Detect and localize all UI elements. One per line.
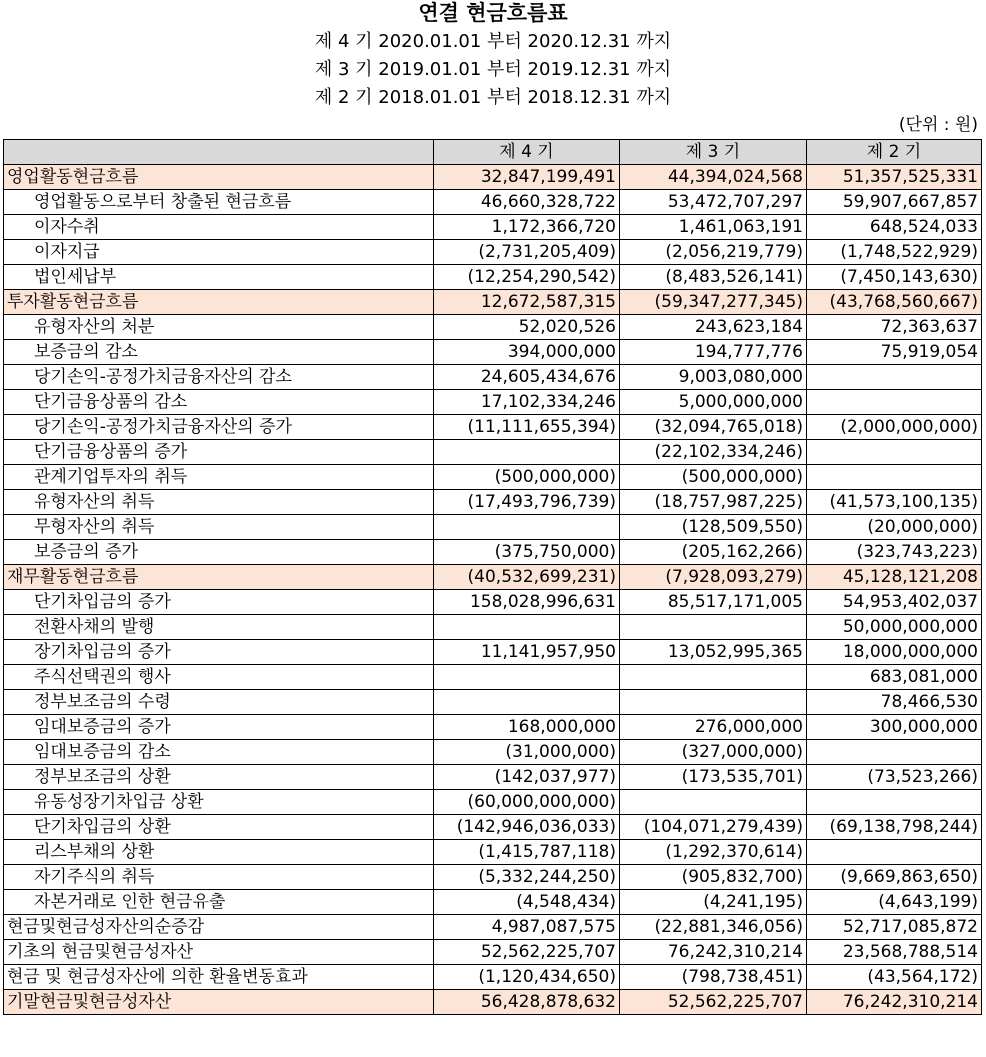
row-label: 기초의 현금및현금성자산 <box>4 940 434 965</box>
value-cell-v3: 52,562,225,707 <box>620 990 807 1015</box>
value-cell-v4: 394,000,000 <box>434 340 620 365</box>
table-row <box>4 190 982 215</box>
value-cell-v4: 11,141,957,950 <box>434 640 620 665</box>
value-cell-v4: (4,548,434) <box>434 890 620 915</box>
value-cell-v4: (142,037,977) <box>434 765 620 790</box>
row-label: 임대보증금의 감소 <box>4 740 434 765</box>
value-cell-v4: (5,332,244,250) <box>434 865 620 890</box>
value-cell-v3: (500,000,000) <box>620 465 807 490</box>
row-label: 리스부채의 상환 <box>4 840 434 865</box>
row-label: 단기차입금의 상환 <box>4 815 434 840</box>
value-cell-v2 <box>807 740 982 765</box>
period-line-3: 제 3 기 2019.01.01 부터 2019.12.31 까지 <box>314 59 672 80</box>
value-cell-v3: 85,517,171,005 <box>620 590 807 615</box>
value-cell-v4 <box>434 440 620 465</box>
value-cell-v2: 18,000,000,000 <box>807 640 982 665</box>
value-cell-v4 <box>434 665 620 690</box>
header-cell-period-3: 제 3 기 <box>620 140 807 165</box>
value-cell-v4: 24,605,434,676 <box>434 365 620 390</box>
value-cell-v2: (43,768,560,667) <box>807 290 982 315</box>
value-cell-v4: (1,120,434,650) <box>434 965 620 990</box>
value-cell-v2 <box>807 790 982 815</box>
table-row <box>4 365 982 390</box>
table-row <box>4 840 982 865</box>
value-cell-v2: (2,000,000,000) <box>807 415 982 440</box>
table-row <box>4 540 982 565</box>
row-label: 보증금의 증가 <box>4 540 434 565</box>
cash-flow-table <box>3 139 982 1015</box>
row-label: 무형자산의 취득 <box>4 515 434 540</box>
value-cell-v2: (323,743,223) <box>807 540 982 565</box>
row-label: 투자활동현금흐름 <box>4 290 434 315</box>
row-label: 보증금의 감소 <box>4 340 434 365</box>
value-cell-v4: (2,731,205,409) <box>434 240 620 265</box>
table-row <box>4 240 982 265</box>
value-cell-v4: 32,847,199,491 <box>434 165 620 190</box>
table-row <box>4 615 982 640</box>
row-label: 자기주식의 취득 <box>4 865 434 890</box>
table-row <box>4 815 982 840</box>
row-label: 법인세납부 <box>4 265 434 290</box>
section-row <box>4 290 982 315</box>
value-cell-v2: 54,953,402,037 <box>807 590 982 615</box>
table-row <box>4 640 982 665</box>
value-cell-v4: 4,987,087,575 <box>434 915 620 940</box>
value-cell-v3: (798,738,451) <box>620 965 807 990</box>
value-cell-v4: (31,000,000) <box>434 740 620 765</box>
table-row <box>4 690 982 715</box>
value-cell-v2: 76,242,310,214 <box>807 990 982 1015</box>
value-cell-v4: (500,000,000) <box>434 465 620 490</box>
table-row <box>4 340 982 365</box>
value-cell-v4: 1,172,366,720 <box>434 215 620 240</box>
value-cell-v2 <box>807 840 982 865</box>
section-row <box>4 165 982 190</box>
value-cell-v2 <box>807 465 982 490</box>
value-cell-v3: 1,461,063,191 <box>620 215 807 240</box>
value-cell-v2: 51,357,525,331 <box>807 165 982 190</box>
row-label: 유동성장기차입금 상환 <box>4 790 434 815</box>
value-cell-v2: 45,128,121,208 <box>807 565 982 590</box>
value-cell-v4: (11,111,655,394) <box>434 415 620 440</box>
value-cell-v4: 12,672,587,315 <box>434 290 620 315</box>
value-cell-v3: (205,162,266) <box>620 540 807 565</box>
value-cell-v3: 53,472,707,297 <box>620 190 807 215</box>
value-cell-v3 <box>620 690 807 715</box>
row-label: 현금및현금성자산의순증감 <box>4 915 434 940</box>
value-cell-v3: 44,394,024,568 <box>620 165 807 190</box>
row-label: 단기금융상품의 증가 <box>4 440 434 465</box>
value-cell-v3: 276,000,000 <box>620 715 807 740</box>
value-cell-v2 <box>807 390 982 415</box>
row-label: 당기손익-공정가치금융자산의 감소 <box>4 365 434 390</box>
value-cell-v4: 17,102,334,246 <box>434 390 620 415</box>
value-cell-v2: (20,000,000) <box>807 515 982 540</box>
row-label: 재무활동현금흐름 <box>4 565 434 590</box>
row-label: 이자수취 <box>4 215 434 240</box>
value-cell-v3: (104,071,279,439) <box>620 815 807 840</box>
value-cell-v3: (128,509,550) <box>620 515 807 540</box>
table-row <box>4 315 982 340</box>
value-cell-v4 <box>434 615 620 640</box>
table-row <box>4 965 982 990</box>
value-cell-v2 <box>807 365 982 390</box>
table-row <box>4 265 982 290</box>
value-cell-v4: 56,428,878,632 <box>434 990 620 1015</box>
row-label: 관계기업투자의 취득 <box>4 465 434 490</box>
section-row <box>4 990 982 1015</box>
value-cell-v2: (9,669,863,650) <box>807 865 982 890</box>
document-title: 연결 현금흐름표 <box>418 0 568 25</box>
value-cell-v4: (40,532,699,231) <box>434 565 620 590</box>
value-cell-v4: 158,028,996,631 <box>434 590 620 615</box>
table-row <box>4 715 982 740</box>
row-label: 당기손익-공정가치금융자산의 증가 <box>4 415 434 440</box>
table-row <box>4 790 982 815</box>
value-cell-v3: 5,000,000,000 <box>620 390 807 415</box>
table-row <box>4 915 982 940</box>
period-line-4: 제 4 기 2020.01.01 부터 2020.12.31 까지 <box>314 31 672 52</box>
table-row <box>4 940 982 965</box>
value-cell-v2: 50,000,000,000 <box>807 615 982 640</box>
table-row <box>4 590 982 615</box>
value-cell-v3: (22,102,334,246) <box>620 440 807 465</box>
value-cell-v4: (375,750,000) <box>434 540 620 565</box>
value-cell-v3: (7,928,093,279) <box>620 565 807 590</box>
row-label: 전환사채의 발행 <box>4 615 434 640</box>
table-row <box>4 440 982 465</box>
value-cell-v2: (69,138,798,244) <box>807 815 982 840</box>
value-cell-v3 <box>620 790 807 815</box>
header-cell-label <box>4 140 434 165</box>
value-cell-v4 <box>434 515 620 540</box>
value-cell-v2: 59,907,667,857 <box>807 190 982 215</box>
header-cell-period-4: 제 4 기 <box>434 140 620 165</box>
value-cell-v3: (32,094,765,018) <box>620 415 807 440</box>
table-row <box>4 415 982 440</box>
row-label: 정부보조금의 수령 <box>4 690 434 715</box>
value-cell-v4: 52,562,225,707 <box>434 940 620 965</box>
table-row <box>4 490 982 515</box>
value-cell-v4 <box>434 690 620 715</box>
value-cell-v4: (60,000,000,000) <box>434 790 620 815</box>
value-cell-v3: (4,241,195) <box>620 890 807 915</box>
value-cell-v3: (8,483,526,141) <box>620 265 807 290</box>
row-label: 정부보조금의 상환 <box>4 765 434 790</box>
value-cell-v2: 23,568,788,514 <box>807 940 982 965</box>
table-row <box>4 515 982 540</box>
row-label: 기말현금및현금성자산 <box>4 990 434 1015</box>
value-cell-v4: (17,493,796,739) <box>434 490 620 515</box>
row-label: 현금 및 현금성자산에 의한 환율변동효과 <box>4 965 434 990</box>
value-cell-v4: (12,254,290,542) <box>434 265 620 290</box>
header-cell-period-2: 제 2 기 <box>807 140 982 165</box>
value-cell-v3: 76,242,310,214 <box>620 940 807 965</box>
unit-label: (단위 : 원) <box>898 115 978 135</box>
value-cell-v3: (905,832,700) <box>620 865 807 890</box>
row-label: 단기금융상품의 감소 <box>4 390 434 415</box>
value-cell-v2: 300,000,000 <box>807 715 982 740</box>
value-cell-v3: (2,056,219,779) <box>620 240 807 265</box>
header-row <box>4 140 982 165</box>
row-label: 단기차입금의 증가 <box>4 590 434 615</box>
table-row <box>4 890 982 915</box>
value-cell-v2: 683,081,000 <box>807 665 982 690</box>
value-cell-v2 <box>807 440 982 465</box>
value-cell-v2: 648,524,033 <box>807 215 982 240</box>
value-cell-v4: (1,415,787,118) <box>434 840 620 865</box>
value-cell-v3: 13,052,995,365 <box>620 640 807 665</box>
value-cell-v2: 72,363,637 <box>807 315 982 340</box>
value-cell-v3: 194,777,776 <box>620 340 807 365</box>
value-cell-v4: 52,020,526 <box>434 315 620 340</box>
value-cell-v3: (22,881,346,056) <box>620 915 807 940</box>
row-label: 임대보증금의 증가 <box>4 715 434 740</box>
row-label: 자본거래로 인한 현금유출 <box>4 890 434 915</box>
period-line-2: 제 2 기 2018.01.01 부터 2018.12.31 까지 <box>314 87 672 108</box>
table-row <box>4 215 982 240</box>
value-cell-v2: (1,748,522,929) <box>807 240 982 265</box>
value-cell-v3: (18,757,987,225) <box>620 490 807 515</box>
value-cell-v3: (173,535,701) <box>620 765 807 790</box>
table-row <box>4 740 982 765</box>
row-label: 영업활동으로부터 창출된 현금흐름 <box>4 190 434 215</box>
value-cell-v3: (327,000,000) <box>620 740 807 765</box>
value-cell-v2: 78,466,530 <box>807 690 982 715</box>
row-label: 이자지급 <box>4 240 434 265</box>
value-cell-v4: 46,660,328,722 <box>434 190 620 215</box>
value-cell-v3: (1,292,370,614) <box>620 840 807 865</box>
value-cell-v4: (142,946,036,033) <box>434 815 620 840</box>
value-cell-v3 <box>620 615 807 640</box>
row-label: 유형자산의 취득 <box>4 490 434 515</box>
value-cell-v3: 243,623,184 <box>620 315 807 340</box>
row-label: 주식선택권의 행사 <box>4 665 434 690</box>
value-cell-v2: (73,523,266) <box>807 765 982 790</box>
value-cell-v3 <box>620 665 807 690</box>
value-cell-v2: 75,919,054 <box>807 340 982 365</box>
row-label: 유형자산의 처분 <box>4 315 434 340</box>
value-cell-v2: (4,643,199) <box>807 890 982 915</box>
table-row <box>4 865 982 890</box>
row-label: 장기차입금의 증가 <box>4 640 434 665</box>
table-row <box>4 765 982 790</box>
value-cell-v2: 52,717,085,872 <box>807 915 982 940</box>
row-label: 영업활동현금흐름 <box>4 165 434 190</box>
value-cell-v4: 168,000,000 <box>434 715 620 740</box>
table-row <box>4 665 982 690</box>
value-cell-v3: 9,003,080,000 <box>620 365 807 390</box>
value-cell-v2: (7,450,143,630) <box>807 265 982 290</box>
section-row <box>4 565 982 590</box>
value-cell-v2: (41,573,100,135) <box>807 490 982 515</box>
table-row <box>4 465 982 490</box>
value-cell-v2: (43,564,172) <box>807 965 982 990</box>
table-row <box>4 390 982 415</box>
value-cell-v3: (59,347,277,345) <box>620 290 807 315</box>
